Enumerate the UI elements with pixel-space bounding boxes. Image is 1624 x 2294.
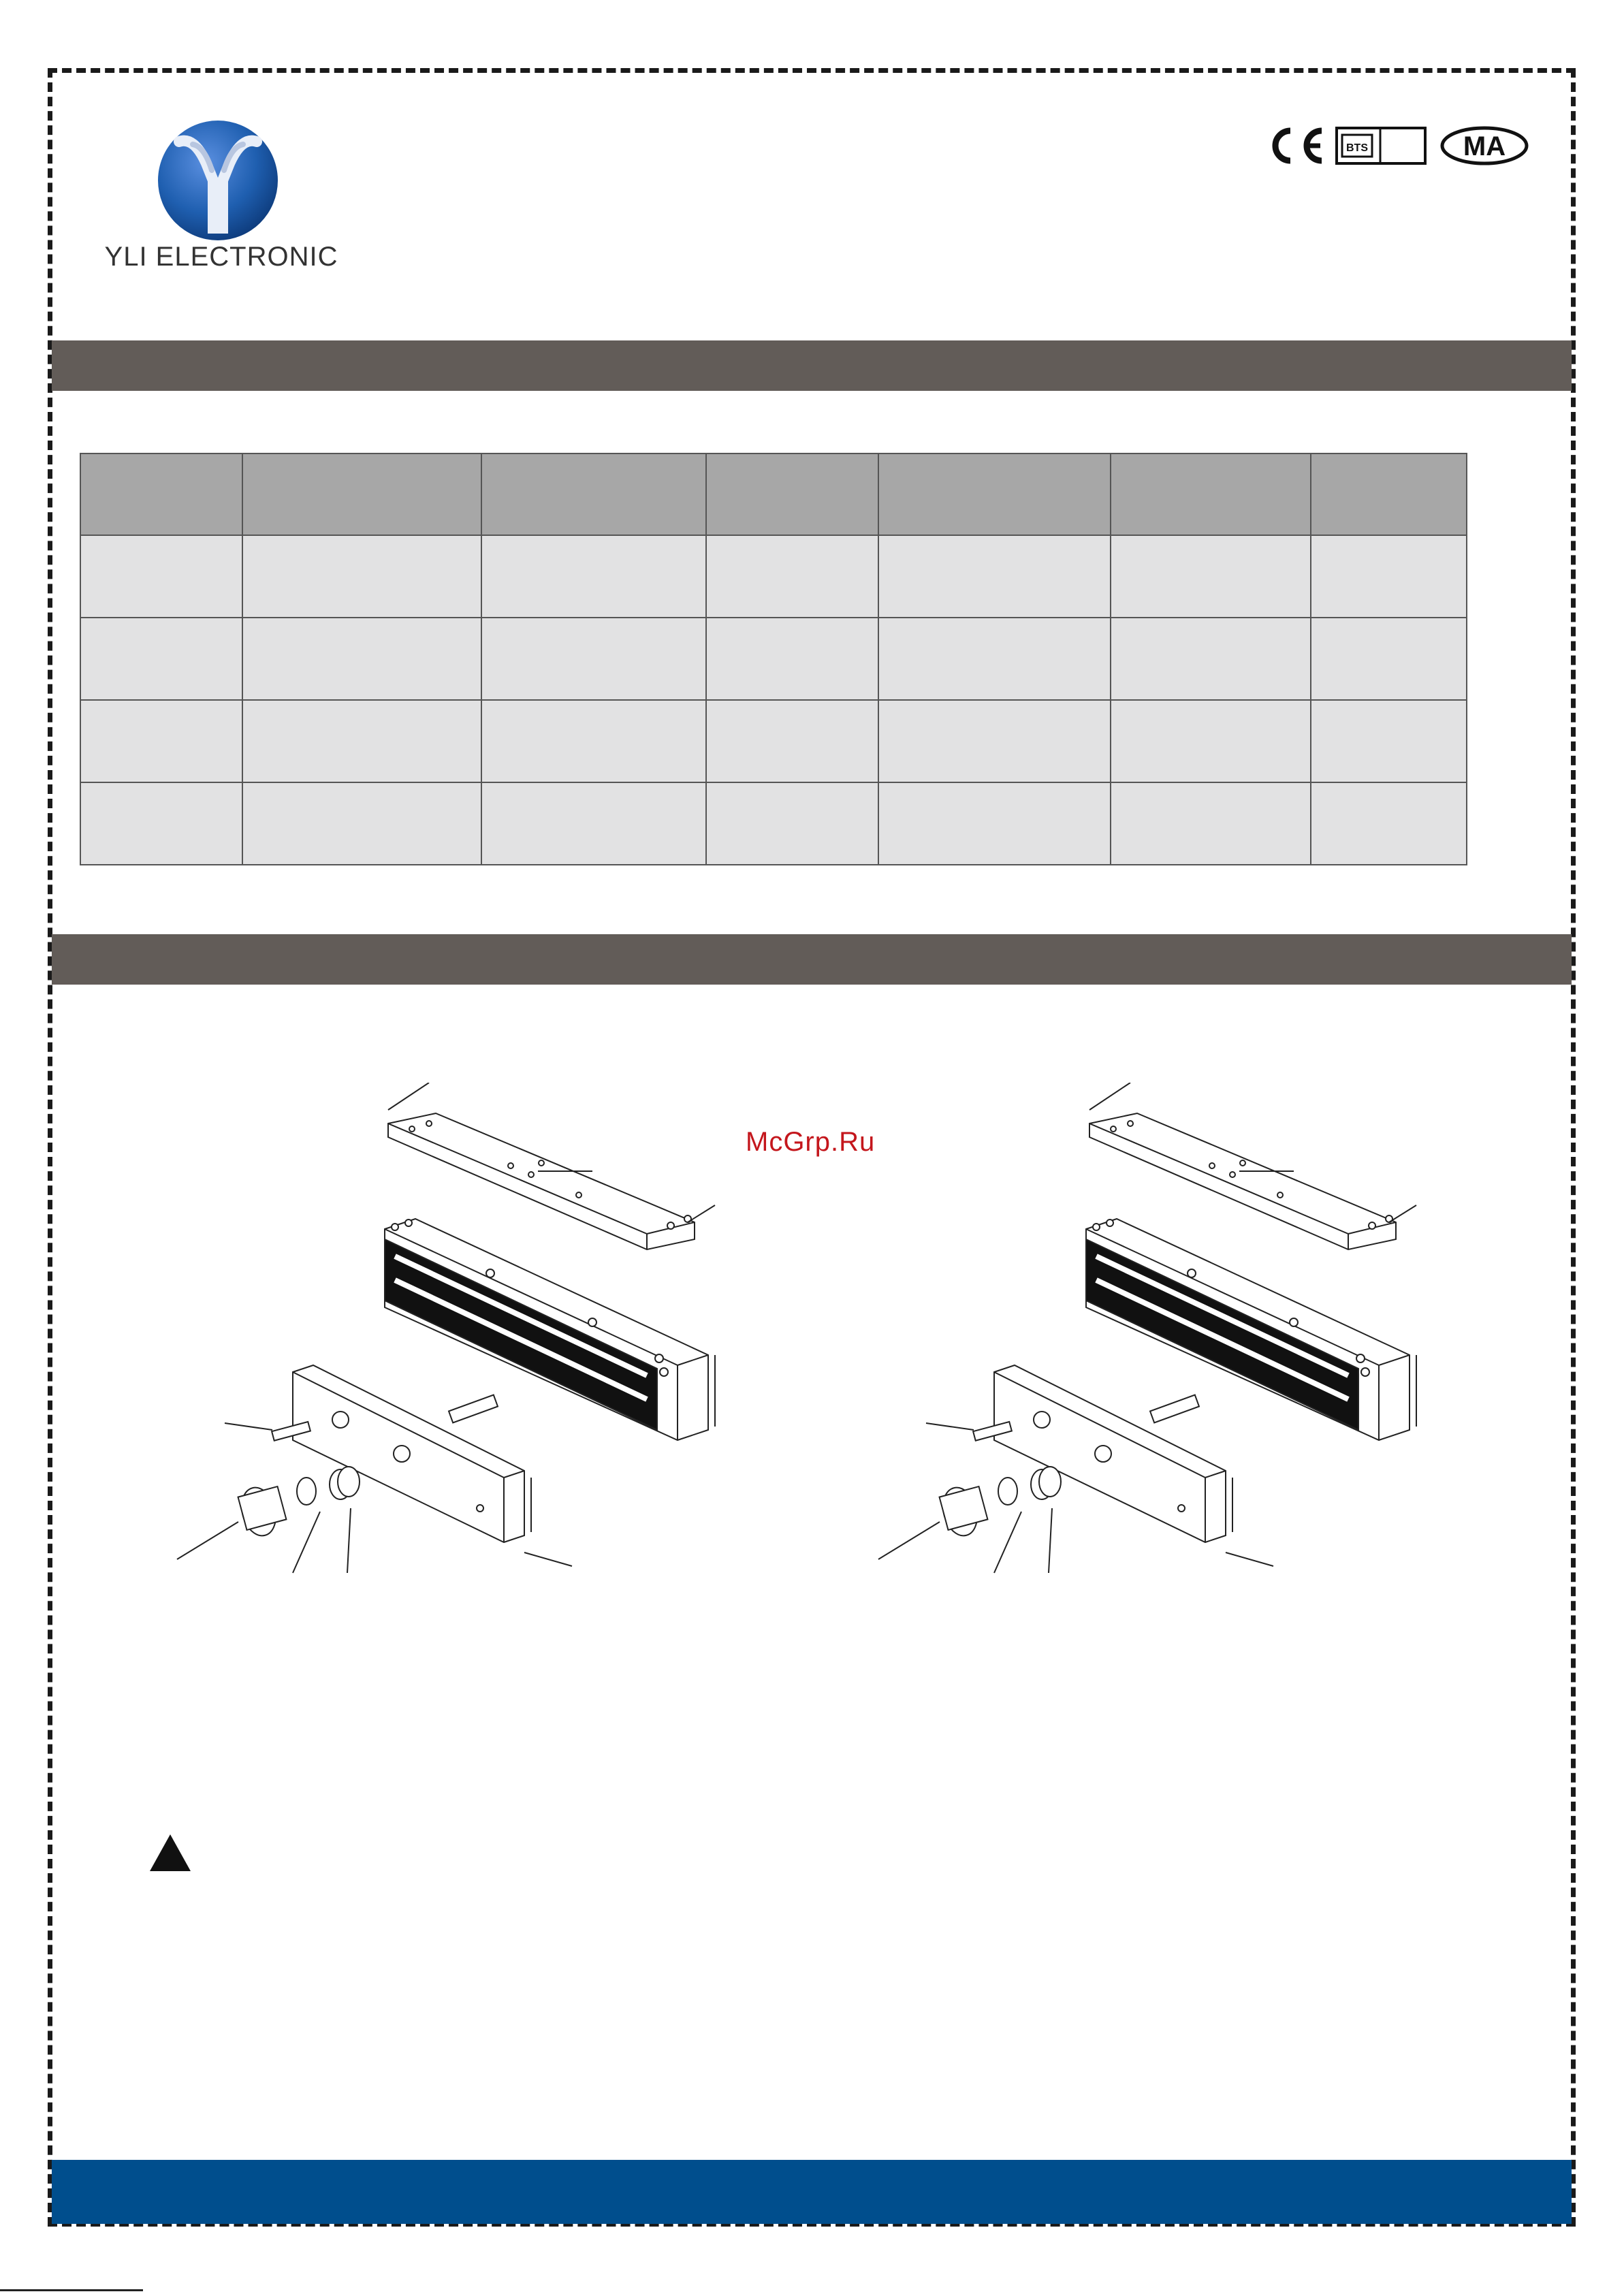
table-cell <box>80 700 242 782</box>
table-cell <box>1111 535 1311 618</box>
table-header-cell <box>242 453 481 535</box>
section-bar-installation <box>52 934 1572 985</box>
page-edge-rule <box>0 2289 143 2291</box>
table-cell <box>706 535 878 618</box>
table-header-cell <box>706 453 878 535</box>
spec-table <box>80 453 1467 865</box>
table-cell <box>481 700 705 782</box>
table-cell <box>1111 782 1311 865</box>
table-cell <box>242 618 481 700</box>
table-cell <box>1111 700 1311 782</box>
svg-text:BTS: BTS <box>1346 142 1368 154</box>
table-cell <box>80 535 242 618</box>
warning-triangle-icon <box>148 1833 192 1873</box>
table-cell <box>878 618 1111 700</box>
table-cell <box>1311 782 1467 865</box>
table-header-cell <box>878 453 1111 535</box>
table-cell <box>878 782 1111 865</box>
exploded-view-diagram <box>170 1083 735 1583</box>
watermark: McGrp.Ru <box>746 1127 876 1157</box>
yli-logo-icon <box>153 116 283 245</box>
table-cell <box>481 535 705 618</box>
table-cell <box>878 700 1111 782</box>
table-cell <box>242 782 481 865</box>
table-cell <box>80 618 242 700</box>
table-row <box>80 700 1467 782</box>
table-cell <box>1311 700 1467 782</box>
cma-mark-icon <box>1442 128 1527 163</box>
table-cell <box>80 782 242 865</box>
table-row <box>80 618 1467 700</box>
table-cell <box>706 700 878 782</box>
table-cell <box>242 700 481 782</box>
ce-mark-icon <box>1275 131 1322 161</box>
certification-marks <box>1263 121 1542 170</box>
brand-name: YLI ELECTRONIC <box>104 242 338 272</box>
table-header-cell <box>1311 453 1467 535</box>
table-cell <box>706 618 878 700</box>
table-cell <box>878 535 1111 618</box>
table-cell <box>242 535 481 618</box>
bts-mark-icon <box>1337 128 1425 163</box>
table-cell <box>1311 535 1467 618</box>
table-row <box>80 535 1467 618</box>
table-header-row <box>80 453 1467 535</box>
table-cell <box>481 618 705 700</box>
section-bar-specifications <box>52 340 1572 391</box>
table-header-cell <box>481 453 705 535</box>
table-header-cell <box>1111 453 1311 535</box>
table-row <box>80 782 1467 865</box>
table-cell <box>1311 618 1467 700</box>
table-cell <box>1111 618 1311 700</box>
table-cell <box>706 782 878 865</box>
table-cell <box>481 782 705 865</box>
table-header-cell <box>80 453 242 535</box>
footer-bar <box>52 2160 1572 2224</box>
svg-text:MA: MA <box>1463 131 1506 161</box>
exploded-view-diagram-alt <box>872 1083 1437 1583</box>
